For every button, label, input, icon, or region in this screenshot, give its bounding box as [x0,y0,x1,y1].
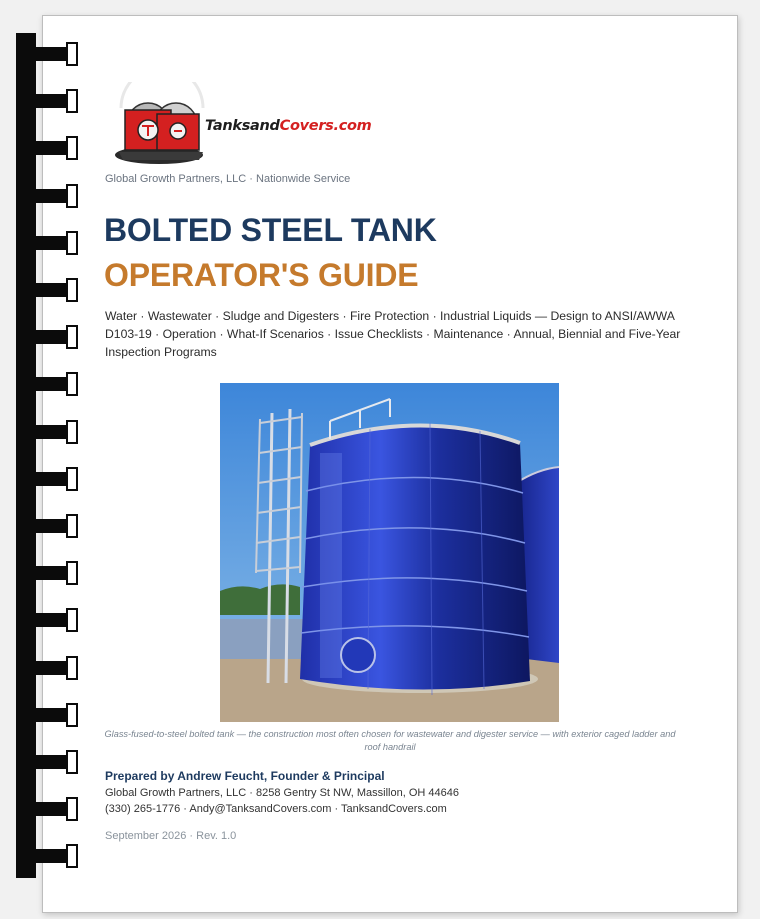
binding-hole [66,844,78,868]
binding-hole [66,42,78,66]
binding-hole [66,797,78,821]
company-subheader: Global Growth Partners, LLC · Nationwide Service [105,173,351,185]
title-line-1: BOLTED STEEL TANK [104,212,437,248]
publication-date: September 2026 · Rev. 1.0 [105,830,237,842]
email-link[interactable]: Andy@TanksandCovers.com [189,803,332,815]
prepared-by: Prepared by Andrew Feucht, Founder & Principal [105,769,385,783]
binding-hole [66,561,78,585]
photo-caption: Glass-fused-to-steel bolted tank — the construction most often chosen for wastewater and digester service — with exterior caged ladder and roof handrail [104,729,676,752]
binding-hole [66,325,78,349]
title-line-2: OPERATOR'S GUIDE [104,257,419,293]
binding-hole [66,278,78,302]
phone-number: (330) 265-1776 [105,803,181,815]
logo-wordmark: TanksandCovers.com [205,118,372,134]
spiral-binding [16,33,36,878]
binding-hole [66,608,78,632]
binding-hole [66,89,78,113]
binding-hole [66,372,78,396]
binding-hole [66,231,78,255]
binding-hole [66,703,78,727]
author-contact: (330) 265-1776 · Andy@TanksandCovers.com · TanksandCovers.com [105,803,447,815]
author-address: Global Growth Partners, LLC · 8258 Gentry St NW, Massillon, OH 44646 [105,787,459,799]
binding-hole [66,184,78,208]
scope-description: Water · Wastewater · Sludge and Digesters · Fire Protection · Industrial Liquids — Design to ANSI/AWWA D103-19 · Operation · What-If Scenarios · Issue Checklists · Maintenance · Annual, Biennial and Five-Year Inspection Programs [105,309,681,359]
bolted-tank-photo [220,383,559,722]
binding-hole [66,514,78,538]
binding-hole [66,656,78,680]
binding-hole [66,136,78,160]
binding-hole [66,467,78,491]
binding-hole [66,420,78,444]
binding-hole [66,750,78,774]
website-link[interactable]: TanksandCovers.com [341,803,447,815]
